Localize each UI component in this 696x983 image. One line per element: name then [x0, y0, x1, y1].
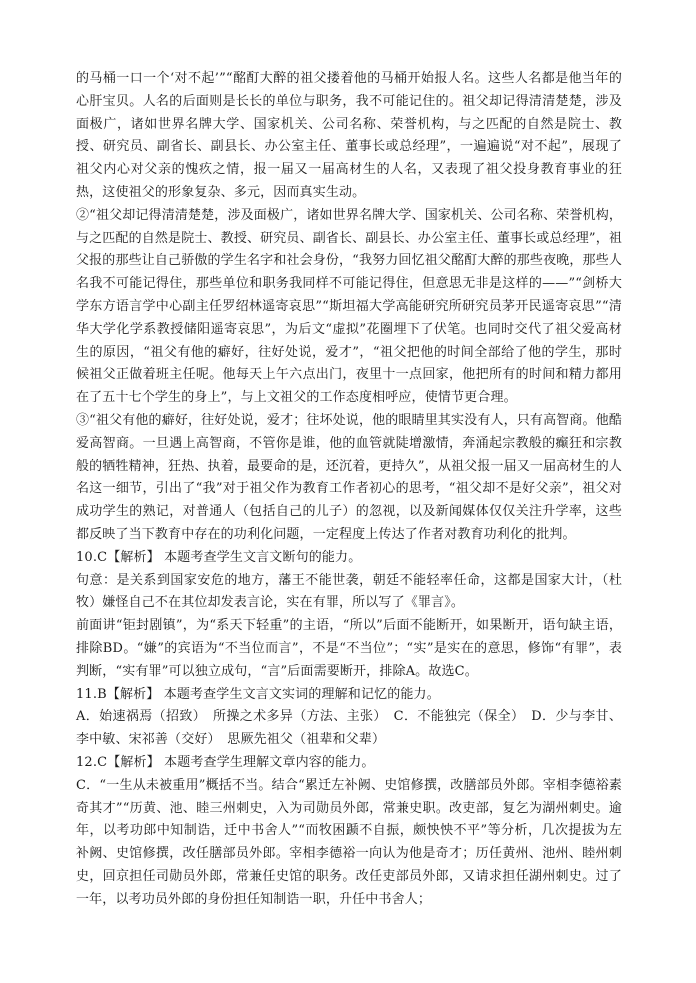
answer-11-options: A．始速祸焉（招致） 所操之术多异（方法、主张） C．不能独完（保全） D．少与李甘、李中敏、宋祁善（交好） 思厥先祖父（祖辈和父辈） [76, 709, 622, 748]
paragraph-analysis-3: ③“祖父有他的癖好，往好处说，爱才；往坏处说，他的眼睛里其实没有人，只有高智商。他酷爱高智商。一旦遇上高智商，不管你是谁，他的血管就陡增激情，奔涌起宗教般的癫狂和宗教般的牺牲精神，狂热、执着，最要命的是，还沉着，更持久”，从祖父报一届又一届高材生的人名这一细节，引出了“我”对于祖父作为教育工作者初心的思考，“祖父却不是好父亲”，祖父对成功学生的熟记，对普通人（包括自己的儿子）的忽视，以及新闻媒体仅仅关注升学率，这些都反映了当下教育中存在的功利化问题，一定程度上传达了作者对教育功利化的批判。 [76, 412, 622, 542]
paragraph-analysis-2: ②“祖父却记得清清楚楚，涉及面极广，诸如世界名牌大学、国家机关、公司名称、荣誉机构，与之匹配的自然是院士、教授、研究员、副省长、副县长、办公室主任、董事长或总经理”，祖父报的那些让自己骄傲的学生名字和社会身份，“我努力回忆祖父酩酊大醉的那些夜晚，那些人名我不可能记得住，那些单位和职务我同样不可能记得住，但意思无非是这样的——”“剑桥大学东方语言学中心副主任罗绍林遥寄哀思”“斯坦福大学高能研究所研究员茅开民遥寄哀思”“清华大学化学系教授储阳遥寄哀思”，为后文“虚拟”花圈埋下了伏笔。也同时交代了祖父爱高材生的原因，“祖父有他的癖好，往好处说，爱才”，“祖父把他的时间全部给了他的学生，那时候祖父正做着班主任呢。他每天上午六点出门，夜里十一点回家，他把所有的时间和精力都用在了五十七个学生的身上”，与上文祖父的工作态度相呼应，使情节更合理。 [76, 207, 622, 406]
answer-10-translation: 句意：是关系到国家安危的地方，藩王不能世袭，朝廷不能轻率任命，这都是国家大计，（杜牧）嫌怪自己不在其位却发表言论，实在有罪，所以写了《罪言》。 [76, 572, 622, 611]
answer-12-explanation: C．“一生从未被重用”概括不当。结合“累迁左补阙、史馆修撰，改膳部员外郎。宰相李德裕素奇其才”“历黄、池、睦三州刺史，入为司勋员外郎，常兼史职。改吏部，复乞为湖州刺史。逾年，以考功郎中知制诰，迁中书舍人”“而牧困踬不自振，颇怏怏不平”等分析，几次提拔为左补阙、史馆修撰，改任膳部员外郎。宰相李德裕一向认为他是奇才；历任黄州、池州、睦州刺史，回京担任司勋员外郎，常兼任史馆的职务。改任吏部员外郎，又请求担任湖州刺史。过了一年，以考功员外郎的身份担任知制诰一职，升任中书舍人； [76, 777, 622, 907]
answer-12-heading: 12.C【解析】 本题考查学生理解文章内容的能力。 [76, 754, 375, 770]
paragraph-analysis-1: 的马桶一口一个‘对不起’”“酩酊大醉的祖父搂着他的马桶开始报人名。这些人名都是他当年的心肝宝贝。人名的后面则是长长的单位与职务，我不可能记住的。祖父却记得清清楚楚，涉及面极广，诸如世界名牌大学、国家机关、公司名称、荣誉机构，与之匹配的自然是院士、教授、研究员、副省长、副县长、办公室主任、董事长或总经理”，一遍遍说“对不起”，展现了祖父内心对父亲的愧疚之情，报一届又一届高材生的人名，又表现了祖父投身教育事业的狂热，这使祖父的形象复杂、多元，因而真实生动。 [76, 71, 622, 200]
answer-10-explanation: 前面讲“钜封剧镇”，为“系天下轻重”的主语，“所以”后面不能断开，如果断开，语句缺主语，排除BD。“嫌”的宾语为“不当位而言”，不是“不当位”；“实”是实在的意思，修饰“有罪”，表判断，“实有罪”可以独立成句，“言”后面需要断开，排除A。故选C。 [76, 618, 622, 679]
answer-10-heading: 10.C【解析】 本题考查学生文言文断句的能力。 [76, 549, 362, 565]
answer-11-heading: 11.B【解析】 本题考查学生文言文实词的理解和记忆的能力。 [76, 686, 440, 702]
